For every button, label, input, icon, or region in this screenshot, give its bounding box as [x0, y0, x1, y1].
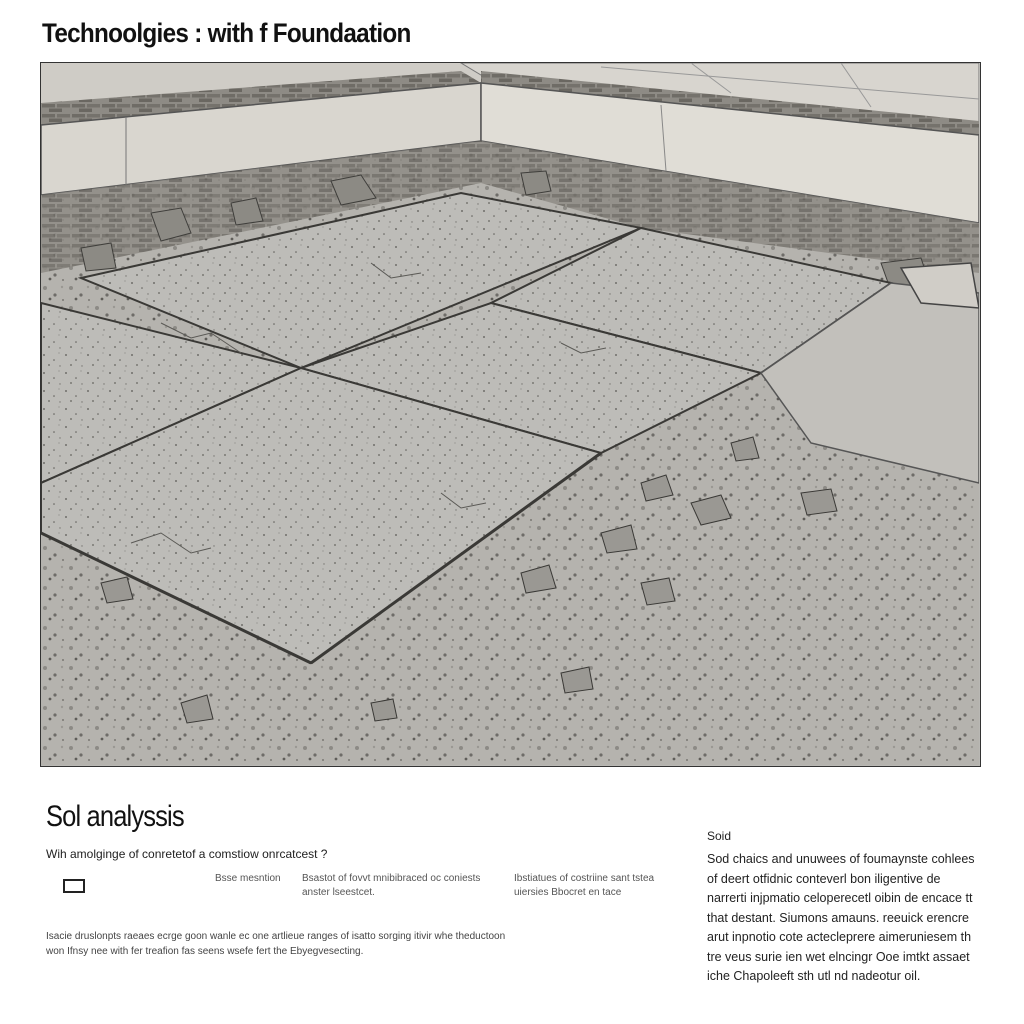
sidebar-body: Sod chaics and unuwees of foumaynste cohlees of deert otfidnic conteverl bon iligentive de narrerti injpmatio celoperecetl oibin de encace tt that destant. Siumons amauns. reeuick erencre arut inpnotio cote actecleprere aimeruniesem th tre veus surie ien wet elncingr Ooe imtkt assaet iche Chapoleeft sth utl nd nadeotur oil.: [707, 852, 975, 983]
page-title: Technoolgies : with f Foundaation: [42, 18, 411, 48]
option-column-2: Bsastot of fovvt mnibibraced oc coniests anster lseestcet.: [302, 873, 481, 898]
foundation-illustration: [40, 62, 981, 767]
option-column-3: Ibstiatues of costriine sant tstea uiersies Bbocret en tace: [514, 873, 655, 898]
foundation-drawing: [41, 63, 979, 765]
footnote-text: Isacie druslonpts raeaes ecrge goon wanle ec one artlieue ranges of isatto sorging itivir whe theductoon won Ifnsy nee with fer treafion fas seens wsefe fert the Ebyegvesecting.: [46, 931, 506, 957]
sidebar-label: Soid: [707, 829, 732, 843]
answer-checkbox[interactable]: [63, 879, 85, 893]
option-column-1: Bsse mesntion: [215, 873, 281, 884]
question-text: Wih amolginge of conretetof a comstiow onrcatcest ?: [46, 847, 328, 861]
section-title: Sol analyssis: [46, 800, 184, 833]
